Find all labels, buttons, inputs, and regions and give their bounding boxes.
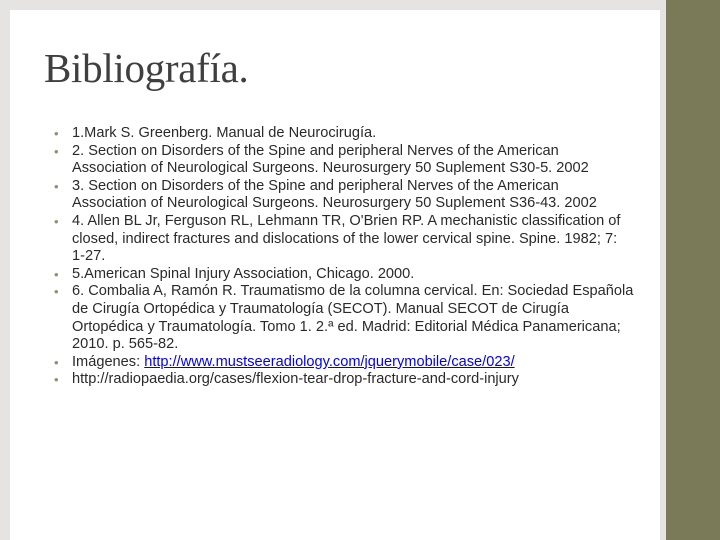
bullet-icon: • (54, 126, 59, 141)
bullet-icon: • (54, 143, 59, 159)
bullet-icon: • (54, 213, 59, 229)
reference-prefix: Imágenes: (72, 353, 145, 370)
reference-item-images (54, 354, 634, 372)
reference-item (54, 125, 634, 143)
slide-title: Bibliografía. (44, 45, 249, 91)
reference-item (54, 178, 634, 213)
images-link[interactable]: http://www.mustseeradiology.com/jquerymobile/case/023/ (144, 353, 515, 370)
bullet-icon: • (54, 266, 59, 282)
reference-item (54, 283, 634, 353)
reference-list (54, 125, 634, 389)
bullet-icon: • (54, 284, 59, 300)
reference-text: 1.Mark S. Greenberg. Manual de Neurocirugía. (72, 125, 377, 141)
reference-text: 5.American Spinal Injury Association, Chicago. 2000. (72, 265, 415, 282)
bullet-icon: • (54, 354, 59, 370)
bullet-icon: • (54, 178, 59, 194)
reference-item (54, 213, 634, 266)
reference-text: http://radiopaedia.org/cases/flexion-tear-drop-fracture-and-cord-injury (72, 371, 519, 388)
reference-text: 2. Section on Disorders of the Spine and peripheral Nerves of the American Association of Neurological Surgeons. Neurosurgery 50 Suplement S30-5. 2002 (72, 142, 589, 177)
bullet-icon: • (54, 372, 59, 388)
reference-text: 3. Section on Disorders of the Spine and peripheral Nerves of the American Association of Neurological Surgeons. Neurosurgery 50 Suplement S36-43. 2002 (72, 177, 597, 212)
reference-item (54, 371, 634, 389)
reference-item (54, 266, 634, 284)
reference-text: 6. Combalia A, Ramón R. Traumatismo de la columna cervical. En: Sociedad Española de Cirugía Ortopédica y Traumatología (SECOT). Manual SECOT de Cirugía Ortopédica y Traumatología. Tomo 1. 2.ª ed. Madrid: Editorial Médica Panamericana; 2010. p. 565-82. (72, 283, 634, 353)
reference-text: 4. Allen BL Jr, Ferguson RL, Lehmann TR, O'Brien RP. A mechanistic classification of closed, indirect fractures and dislocations of the lower cervical spine. Spine. 1982; 7: 1-27. (72, 212, 621, 265)
reference-item (54, 143, 634, 178)
accent-sidebar-bar (666, 0, 720, 540)
